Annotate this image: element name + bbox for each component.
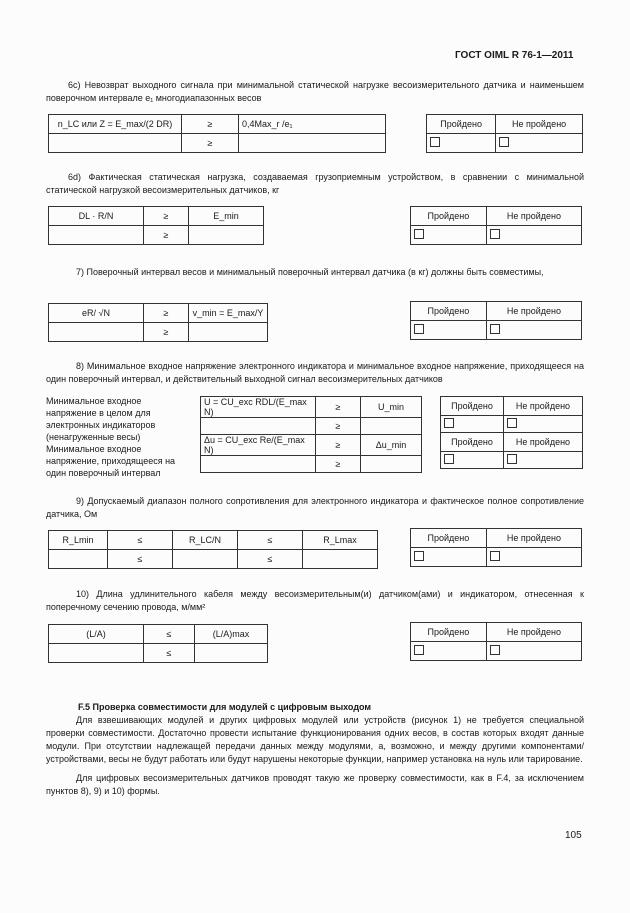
s8-pass-checkbox-2[interactable] xyxy=(444,454,454,464)
s8-fail-checkbox-2[interactable] xyxy=(507,454,517,464)
s9-fail-label: Не пройдено xyxy=(486,529,581,548)
s9-cell-op4: ≤ xyxy=(238,550,303,569)
s7-result-table xyxy=(410,301,582,340)
s10-table xyxy=(48,624,268,663)
s9-result-table xyxy=(410,528,582,567)
s9-text: 9) Допускаемый диапазон полного сопротивления для электронного индикатора и фактическое полное сопротивление датчика, Ом xyxy=(46,496,584,519)
s10-fail-label: Не пройдено xyxy=(486,623,581,642)
s8-label-1: Минимальное входное напряжение в целом для электронных индикаторов (ненагруженные весы) xyxy=(46,396,156,442)
s9-cell-rlmin: R_Lmin xyxy=(49,531,108,550)
s9-pass-checkbox[interactable] xyxy=(414,551,424,561)
s6d-result-table xyxy=(410,206,582,245)
s8-cell-du: Δu = CU_exc Re/(E_max N) xyxy=(201,435,316,456)
s9-cell-rlc: R_LC/N xyxy=(173,531,238,550)
s6c-cell-lhs: n_LC или Z = E_max/(2 DR) xyxy=(49,115,182,134)
s6c-cell-rhs: 0,4Max_r /e₁ xyxy=(239,115,386,134)
s10-result-table xyxy=(410,622,582,661)
s8-fail-label-1: Не пройдено xyxy=(503,397,582,416)
s10-fail-checkbox[interactable] xyxy=(490,645,500,655)
s10-text: 10) Длина удлинительного кабеля между весоизмерительным(и) датчиком(ами) и индикатором, отнесенная к поперечному сечению провода, м/мм² xyxy=(46,589,584,612)
s8-fail-checkbox-1[interactable] xyxy=(507,418,517,428)
s6d-text: 6d) Фактическая статическая нагрузка, создаваемая грузоприемным устройством, в сравнении с минимальной статической нагрузкой весоизмерительных датчиков, кг xyxy=(46,172,584,195)
s7-pass-label: Пройдено xyxy=(411,302,487,321)
s6c-pass-label: Пройдено xyxy=(427,115,496,134)
s9-cell-rlmax: R_Lmax xyxy=(303,531,378,550)
f5-heading: F.5 Проверка совместимости для модулей с цифровым выходом xyxy=(78,702,372,712)
s6d-fail-label: Не пройдено xyxy=(486,207,581,226)
s6c-table xyxy=(48,114,386,153)
s6c-result-table xyxy=(426,114,583,153)
s7-table xyxy=(48,303,268,342)
s6d-fail-checkbox[interactable] xyxy=(490,229,500,239)
s9-fail-checkbox[interactable] xyxy=(490,551,500,561)
s6d-table xyxy=(48,206,264,245)
s6c-text: 6c) Невозврат выходного сигнала при минимальной статической нагрузке весоизмерительного датчика и наименьшем поверочном интервале e₁ многодиапазонных весов xyxy=(46,80,584,103)
s8-fail-label-2: Не пройдено xyxy=(503,433,582,452)
s7-cell-lhs: eR/ √N xyxy=(49,304,144,323)
s8-result-table xyxy=(440,396,583,469)
s6d-cell-op2: ≥ xyxy=(144,226,189,245)
s8-cell-umin: U_min xyxy=(361,397,422,418)
f5-paragraph-2: Для цифровых весоизмерительных датчиков проводят такую же проверку совместимости, как в F.4, за исключением пунктов 8), 9) и 10) формы. xyxy=(46,773,584,796)
s8-cell-op1: ≥ xyxy=(316,397,361,418)
page-number: 105 xyxy=(565,830,582,841)
s8-cell-dumin: Δu_min xyxy=(361,435,422,456)
s7-pass-checkbox[interactable] xyxy=(414,324,424,334)
s10-cell-lhs: (L/A) xyxy=(49,625,144,644)
s9-pass-label: Пройдено xyxy=(411,529,487,548)
document-header: ГОСТ OIML R 76-1—2011 xyxy=(455,50,574,61)
s6d-cell-op: ≥ xyxy=(144,207,189,226)
s8-cell-u: U = CU_exc RDL/(E_max N) xyxy=(201,397,316,418)
s8-label-2: Минимальное входное напряжение, приходящееся на один поверочный интервал xyxy=(46,444,176,478)
s8-table xyxy=(200,396,422,473)
s8-cell-op2: ≥ xyxy=(316,418,361,435)
s8-cell-op4: ≥ xyxy=(316,456,361,473)
s10-pass-label: Пройдено xyxy=(411,623,487,642)
s6d-cell-rhs: E_min xyxy=(189,207,264,226)
s7-text: 7) Поверочный интервал весов и минимальный поверочный интервал датчика (в кг) должны быть совместимы, xyxy=(76,267,544,277)
s6d-pass-checkbox[interactable] xyxy=(414,229,424,239)
s6d-cell-lhs: DL · R/N xyxy=(49,207,144,226)
s7-cell-rhs: v_min = E_max/Y xyxy=(189,304,268,323)
s6c-fail-checkbox[interactable] xyxy=(499,137,509,147)
s10-cell-op2: ≤ xyxy=(144,644,195,663)
s6d-pass-label: Пройдено xyxy=(411,207,487,226)
s10-cell-rhs: (L/A)max xyxy=(195,625,268,644)
s7-cell-op2: ≥ xyxy=(144,323,189,342)
s6c-cell-op2: ≥ xyxy=(182,134,239,153)
s9-cell-op1: ≤ xyxy=(108,531,173,550)
s8-pass-label-1: Пройдено xyxy=(441,397,504,416)
s9-cell-op3: ≤ xyxy=(108,550,173,569)
s7-cell-op: ≥ xyxy=(144,304,189,323)
s8-text: 8) Минимальное входное напряжение электронного индикатора и минимальное входное напряжение, приходящееся на один поверочный интервал, и действительный выходной сигнал весоизмерительных датчиков xyxy=(46,361,584,384)
s9-cell-op2: ≤ xyxy=(238,531,303,550)
s10-cell-op: ≤ xyxy=(144,625,195,644)
s7-fail-label: Не пройдено xyxy=(486,302,581,321)
s6c-fail-label: Не пройдено xyxy=(496,115,583,134)
s8-cell-op3: ≥ xyxy=(316,435,361,456)
s6c-cell-op: ≥ xyxy=(182,115,239,134)
f5-paragraph-1: Для взвешивающих модулей и других цифровых модулей или устройств (рисунок 1) не требуется специальной проверки совместимости. Достаточно провести испытание функционирования одних весов, в состав которых входят данные модули. При отсутствии надлежащей передачи данных между модулями, а, возможно, и между другими компонентами/ устройствами, весы не будут работать или будут нарушены некоторые функции, например установка на нуль или тарирование. xyxy=(46,715,584,764)
s8-pass-checkbox-1[interactable] xyxy=(444,418,454,428)
s8-pass-label-2: Пройдено xyxy=(441,433,504,452)
s10-pass-checkbox[interactable] xyxy=(414,645,424,655)
s7-fail-checkbox[interactable] xyxy=(490,324,500,334)
s9-table xyxy=(48,530,378,569)
s6c-pass-checkbox[interactable] xyxy=(430,137,440,147)
